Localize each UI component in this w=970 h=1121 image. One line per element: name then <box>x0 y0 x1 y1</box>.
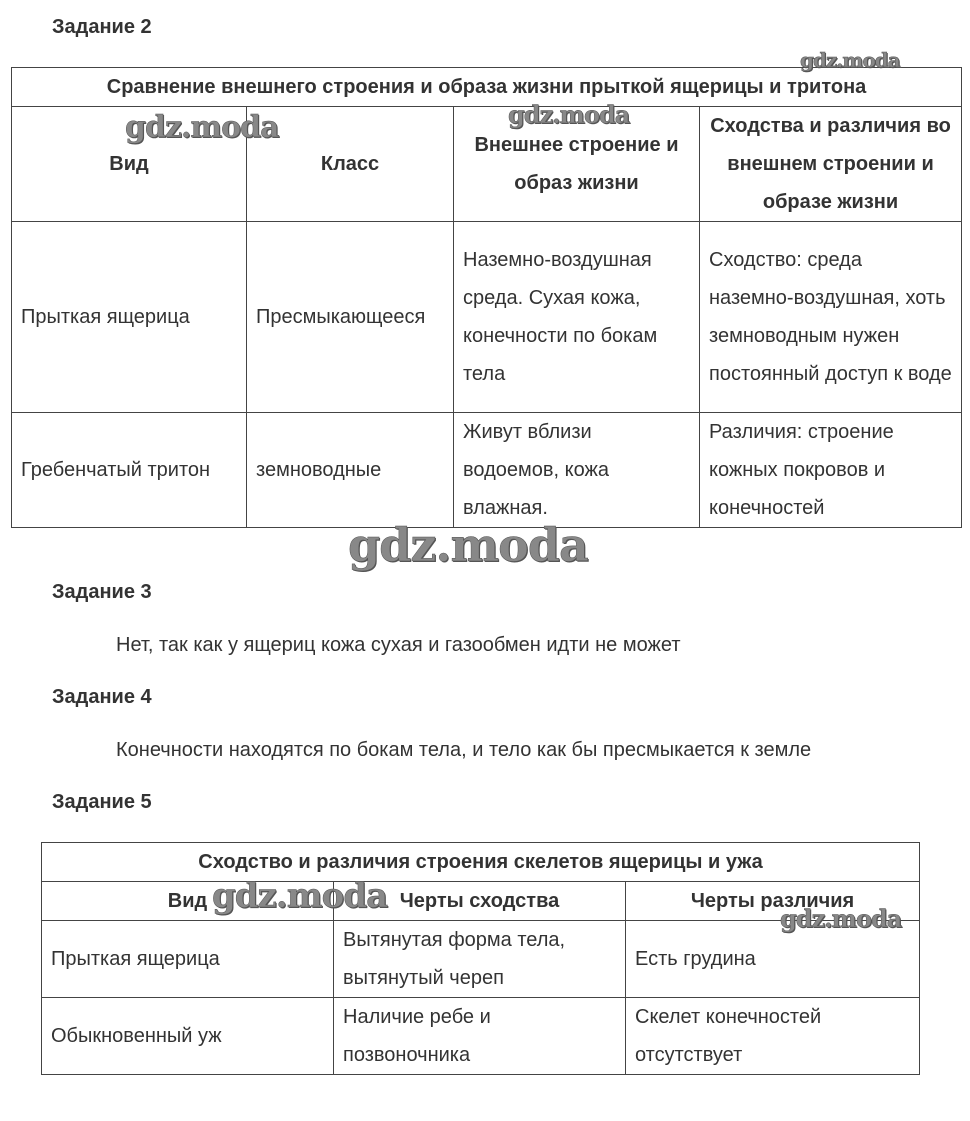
table-cell: Вытянутая форма тела, вытянутый череп <box>334 921 626 998</box>
table-cell: Обыкновенный уж <box>42 998 334 1075</box>
header-cell: Черты различия <box>626 882 920 921</box>
header-cell: Внешнее строение и образ жизни <box>454 107 700 222</box>
table-row <box>12 222 962 413</box>
lizard-snake-skeleton-table <box>41 842 920 1075</box>
table-cell: Прыткая ящерица <box>12 222 247 413</box>
header-cell: Сходства и различия во внешнем строении и образе жизни <box>700 107 962 222</box>
lizard-newt-comparison-table <box>11 67 962 528</box>
task-3-heading: Задание 3 <box>52 581 152 603</box>
table-cell: Скелет конечностей отсутствует <box>626 998 920 1075</box>
table-cell: Пресмыкающееся <box>247 222 454 413</box>
table-cell: Гребенчатый тритон <box>12 413 247 528</box>
watermark: gdz.moda <box>212 876 388 916</box>
table-cell: Наземно-воздушная среда. Сухая кожа, конечности по бокам тела <box>454 222 700 413</box>
header-cell: Черты сходства <box>334 882 626 921</box>
table-cell: Сходство: среда наземно-воздушная, хоть земноводным нужен постоянный доступ к воде <box>700 222 962 413</box>
header-cell: Вид <box>42 882 334 921</box>
header-cell: Класс <box>247 107 454 222</box>
watermark: gdz.moda <box>348 518 588 572</box>
task-3-answer: Нет, так как у ящериц кожа сухая и газообмен идти не может <box>116 634 681 656</box>
task-4-answer: Конечности находятся по бокам тела, и тело как бы пресмыкается к земле <box>116 739 812 761</box>
table-cell: Наличие ребе и позвоночника <box>334 998 626 1075</box>
watermark: gdz.moda <box>508 100 630 129</box>
table-row <box>42 921 920 998</box>
task-5-heading: Задание 5 <box>52 791 152 813</box>
table-cell: Есть грудина <box>626 921 920 998</box>
task-4-heading: Задание 4 <box>52 686 152 708</box>
table-row <box>12 413 962 528</box>
table-row <box>42 998 920 1075</box>
watermark: gdz.moda <box>780 904 902 933</box>
header-cell: Вид <box>12 107 247 222</box>
table-cell: земноводные <box>247 413 454 528</box>
watermark: gdz.moda <box>800 48 900 72</box>
table-title: Сравнение внешнего строения и образа жизни прыткой ящерицы и тритона <box>12 68 962 107</box>
table-cell: Различия: строение кожных покровов и конечностей <box>700 413 962 528</box>
table-cell: Живут вблизи водоемов, кожа влажная. <box>454 413 700 528</box>
task-2-heading: Задание 2 <box>52 16 152 38</box>
table-cell: Прыткая ящерица <box>42 921 334 998</box>
table-title: Сходство и различия строения скелетов ящерицы и ужа <box>42 843 920 882</box>
watermark: gdz.moda <box>125 110 279 145</box>
